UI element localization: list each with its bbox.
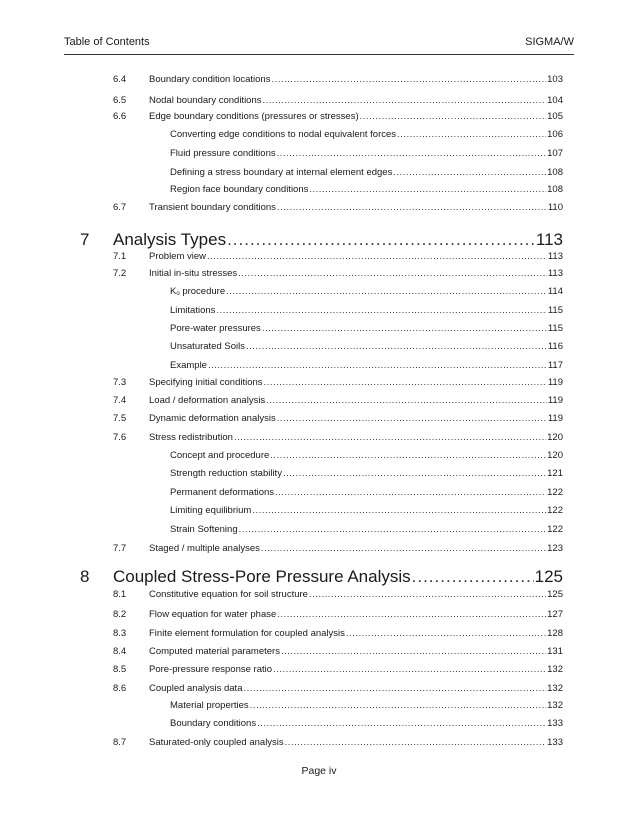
entry-label: Finite element formulation for coupled analysis — [149, 628, 345, 639]
section-number: 7.7 — [113, 543, 127, 554]
dot-leader — [283, 468, 546, 480]
dot-leader — [266, 395, 547, 407]
dot-leader — [277, 148, 547, 160]
page-number: 103 — [547, 74, 563, 85]
toc-entry-7-2-sub[interactable] — [170, 360, 563, 372]
entry-label: Transient boundary conditions — [149, 202, 276, 213]
dot-leader — [238, 268, 547, 280]
page-number: 117 — [547, 360, 563, 371]
entry-label: $K_o$ procedure — [170, 286, 226, 297]
page-number: 110 — [547, 202, 563, 213]
entry-label: Stress redistribution — [149, 432, 233, 443]
toc-entry-6-6-sub[interactable] — [170, 184, 563, 196]
toc-entry-8-5[interactable] — [113, 664, 563, 676]
page-number: 104 — [547, 95, 563, 106]
dot-leader — [246, 341, 547, 353]
entry-label: Unsaturated Soils — [170, 341, 245, 352]
chapter-title: Analysis Types — [113, 230, 227, 249]
entry-label: Constitutive equation for soil structure — [149, 589, 308, 600]
page-number: 115 — [547, 323, 563, 334]
page-number: 119 — [547, 413, 563, 424]
dot-leader — [277, 609, 546, 621]
page-footer — [0, 765, 638, 777]
dot-leader — [264, 377, 547, 389]
toc-chapter-8[interactable] — [80, 567, 563, 587]
entry-label: Fluid pressure conditions — [170, 148, 276, 159]
header-rule — [64, 54, 574, 55]
chapter-number: 7 — [80, 230, 90, 249]
toc-entry-7-2[interactable] — [113, 268, 563, 280]
toc-entry-6-6-sub[interactable] — [170, 129, 563, 141]
entry-label: Limitations — [170, 305, 216, 316]
toc-entry-6-6-sub[interactable] — [170, 148, 563, 160]
page-number: 119 — [547, 377, 563, 388]
toc-entry-7-6-sub[interactable] — [170, 450, 563, 462]
entry-label: Dynamic deformation analysis — [149, 413, 276, 424]
page-number: 115 — [547, 305, 563, 316]
dot-leader — [239, 524, 547, 536]
entry-label: Strain Softening — [170, 524, 238, 535]
section-number: 7.6 — [113, 432, 127, 443]
header-title: Table of Contents — [64, 36, 150, 48]
section-number: 8.5 — [113, 664, 127, 675]
section-number: 7.5 — [113, 413, 127, 424]
entry-label: Computed material parameters — [149, 646, 280, 657]
toc-entry-6-7[interactable] — [113, 202, 563, 214]
entry-label: Material properties — [170, 700, 249, 711]
page-number: 107 — [547, 148, 563, 159]
section-number: 8.4 — [113, 646, 127, 657]
entry-label: Coupled analysis data — [149, 683, 243, 694]
page-number: 133 — [547, 737, 563, 748]
toc-entry-7-2-sub[interactable] — [170, 286, 563, 300]
page-number: 131 — [547, 646, 563, 657]
toc-entry-7-7[interactable] — [113, 543, 563, 555]
page-number: 113 — [535, 230, 563, 249]
entry-label: Concept and procedure — [170, 450, 270, 461]
entry-label: Example — [170, 360, 207, 371]
page-number: 125 — [534, 567, 563, 586]
page-number: 127 — [547, 609, 563, 620]
page-number-label: Page iv — [301, 765, 337, 777]
entry-label: Load / deformation analysis — [149, 395, 266, 406]
toc-entry-8-7[interactable] — [113, 737, 563, 749]
dot-leader — [226, 286, 547, 298]
section-number: 6.4 — [113, 74, 127, 85]
page-number: 128 — [547, 628, 563, 639]
dot-leader — [281, 646, 546, 658]
entry-label: Pore-pressure response ratio — [149, 664, 273, 675]
dot-leader — [263, 95, 547, 107]
entry-label: Strength reduction stability — [170, 468, 282, 479]
entry-label: Flow equation for water phase — [149, 609, 277, 620]
dot-leader — [208, 360, 547, 372]
entry-label: Defining a stress boundary at internal element edges — [170, 167, 393, 178]
page-number: 132 — [547, 700, 563, 711]
dot-leader — [271, 74, 546, 86]
dot-leader — [346, 628, 546, 640]
dot-leader — [277, 202, 547, 214]
entry-label: Edge boundary conditions (pressures or stresses) — [149, 111, 359, 122]
chapter-number: 8 — [80, 567, 90, 586]
section-number: 6.7 — [113, 202, 127, 213]
dot-leader — [277, 413, 547, 425]
toc-entry-8-6-sub[interactable] — [170, 700, 563, 712]
dot-leader — [257, 718, 546, 730]
section-number: 8.7 — [113, 737, 127, 748]
section-number: 8.1 — [113, 589, 127, 600]
dot-leader — [243, 683, 546, 695]
dot-leader — [270, 450, 546, 462]
section-number: 8.3 — [113, 628, 127, 639]
entry-label: Saturated-only coupled analysis — [149, 737, 284, 748]
toc-entry-8-6-sub[interactable] — [170, 718, 563, 730]
page-number: 108 — [547, 167, 563, 178]
page-number: 119 — [547, 395, 563, 406]
chapter-title: Coupled Stress-Pore Pressure Analysis — [113, 567, 411, 586]
toc-entry-8-2[interactable] — [113, 609, 563, 621]
toc-entry-8-6[interactable] — [113, 683, 563, 695]
page-number: 108 — [547, 184, 563, 195]
toc-entry-7-6-sub[interactable] — [170, 487, 563, 499]
page-number: 122 — [547, 524, 563, 535]
page-number: 123 — [547, 543, 563, 554]
toc-entry-8-4[interactable] — [113, 646, 563, 658]
dot-leader — [252, 505, 546, 517]
page-header — [64, 36, 574, 52]
toc-entry-6-6[interactable] — [113, 111, 563, 123]
dot-leader — [412, 567, 534, 587]
header-product: SIGMA/W — [525, 36, 574, 48]
dot-leader — [285, 737, 546, 749]
toc-entry-6-6-sub[interactable] — [170, 167, 563, 179]
dot-leader — [262, 323, 547, 335]
page-number: 122 — [547, 487, 563, 498]
entry-label: Staged / multiple analyses — [149, 543, 260, 554]
page-number: 132 — [547, 683, 563, 694]
page-number: 120 — [547, 432, 563, 443]
toc-entry-7-2-sub[interactable] — [170, 305, 563, 317]
toc-entry-7-3[interactable] — [113, 377, 563, 389]
toc-entry-7-6-sub[interactable] — [170, 524, 563, 536]
entry-label: Pore-water pressures — [170, 323, 261, 334]
dot-leader — [273, 664, 546, 676]
dot-leader — [393, 167, 546, 179]
entry-label: Converting edge conditions to nodal equivalent forces — [170, 129, 397, 140]
dot-leader — [309, 184, 546, 196]
toc-entry-6-4[interactable] — [113, 74, 563, 86]
section-number: 7.4 — [113, 395, 127, 406]
dot-leader — [216, 305, 546, 317]
dot-leader — [207, 251, 547, 263]
entry-label: Region face boundary conditions — [170, 184, 309, 195]
entry-label: Limiting equilibrium — [170, 505, 252, 516]
entry-label: Permanent deformations — [170, 487, 275, 498]
dot-leader — [309, 589, 546, 601]
toc-chapter-7[interactable] — [80, 230, 563, 250]
toc-entry-7-1[interactable] — [113, 251, 563, 263]
toc-entry-7-6-sub[interactable] — [170, 468, 563, 480]
toc-entry-7-4[interactable] — [113, 395, 563, 407]
page-number: 113 — [547, 268, 563, 279]
section-number: 6.6 — [113, 111, 127, 122]
section-number: 7.3 — [113, 377, 127, 388]
toc-entry-7-5[interactable] — [113, 413, 563, 425]
toc-entry-7-2-sub[interactable] — [170, 323, 563, 335]
section-number: 6.5 — [113, 95, 127, 106]
page-number: 132 — [547, 664, 563, 675]
page-number: 113 — [547, 251, 563, 262]
page-number: 125 — [547, 589, 563, 600]
entry-label: Initial in-situ stresses — [149, 268, 238, 279]
page-number: 122 — [547, 505, 563, 516]
dot-leader — [360, 111, 547, 123]
toc-entry-8-3[interactable] — [113, 628, 563, 640]
toc-entry-8-1[interactable] — [113, 589, 563, 601]
dot-leader — [275, 487, 546, 499]
dot-leader — [250, 700, 546, 712]
page-number: 114 — [547, 286, 563, 297]
entry-label: Boundary condition locations — [149, 74, 271, 85]
section-number: 8.6 — [113, 683, 127, 694]
entry-label: Boundary conditions — [170, 718, 257, 729]
page-number: 121 — [547, 468, 563, 479]
toc-entry-7-6-sub[interactable] — [170, 505, 563, 517]
entry-label: Specifying initial conditions — [149, 377, 263, 388]
section-number: 8.2 — [113, 609, 127, 620]
section-number: 7.1 — [113, 251, 127, 262]
toc-entry-7-2-sub[interactable] — [170, 341, 563, 353]
section-number: 7.2 — [113, 268, 127, 279]
entry-label: Problem view — [149, 251, 207, 262]
toc-entry-6-5[interactable] — [113, 95, 563, 107]
page-number: 106 — [547, 129, 563, 140]
page-number: 116 — [547, 341, 563, 352]
page-number: 120 — [547, 450, 563, 461]
dot-leader — [261, 543, 546, 555]
page-number: 133 — [547, 718, 563, 729]
dot-leader — [227, 230, 535, 250]
toc-entry-7-6[interactable] — [113, 432, 563, 444]
dot-leader — [234, 432, 546, 444]
page-number: 105 — [547, 111, 563, 122]
dot-leader — [397, 129, 546, 141]
entry-label: Nodal boundary conditions — [149, 95, 262, 106]
